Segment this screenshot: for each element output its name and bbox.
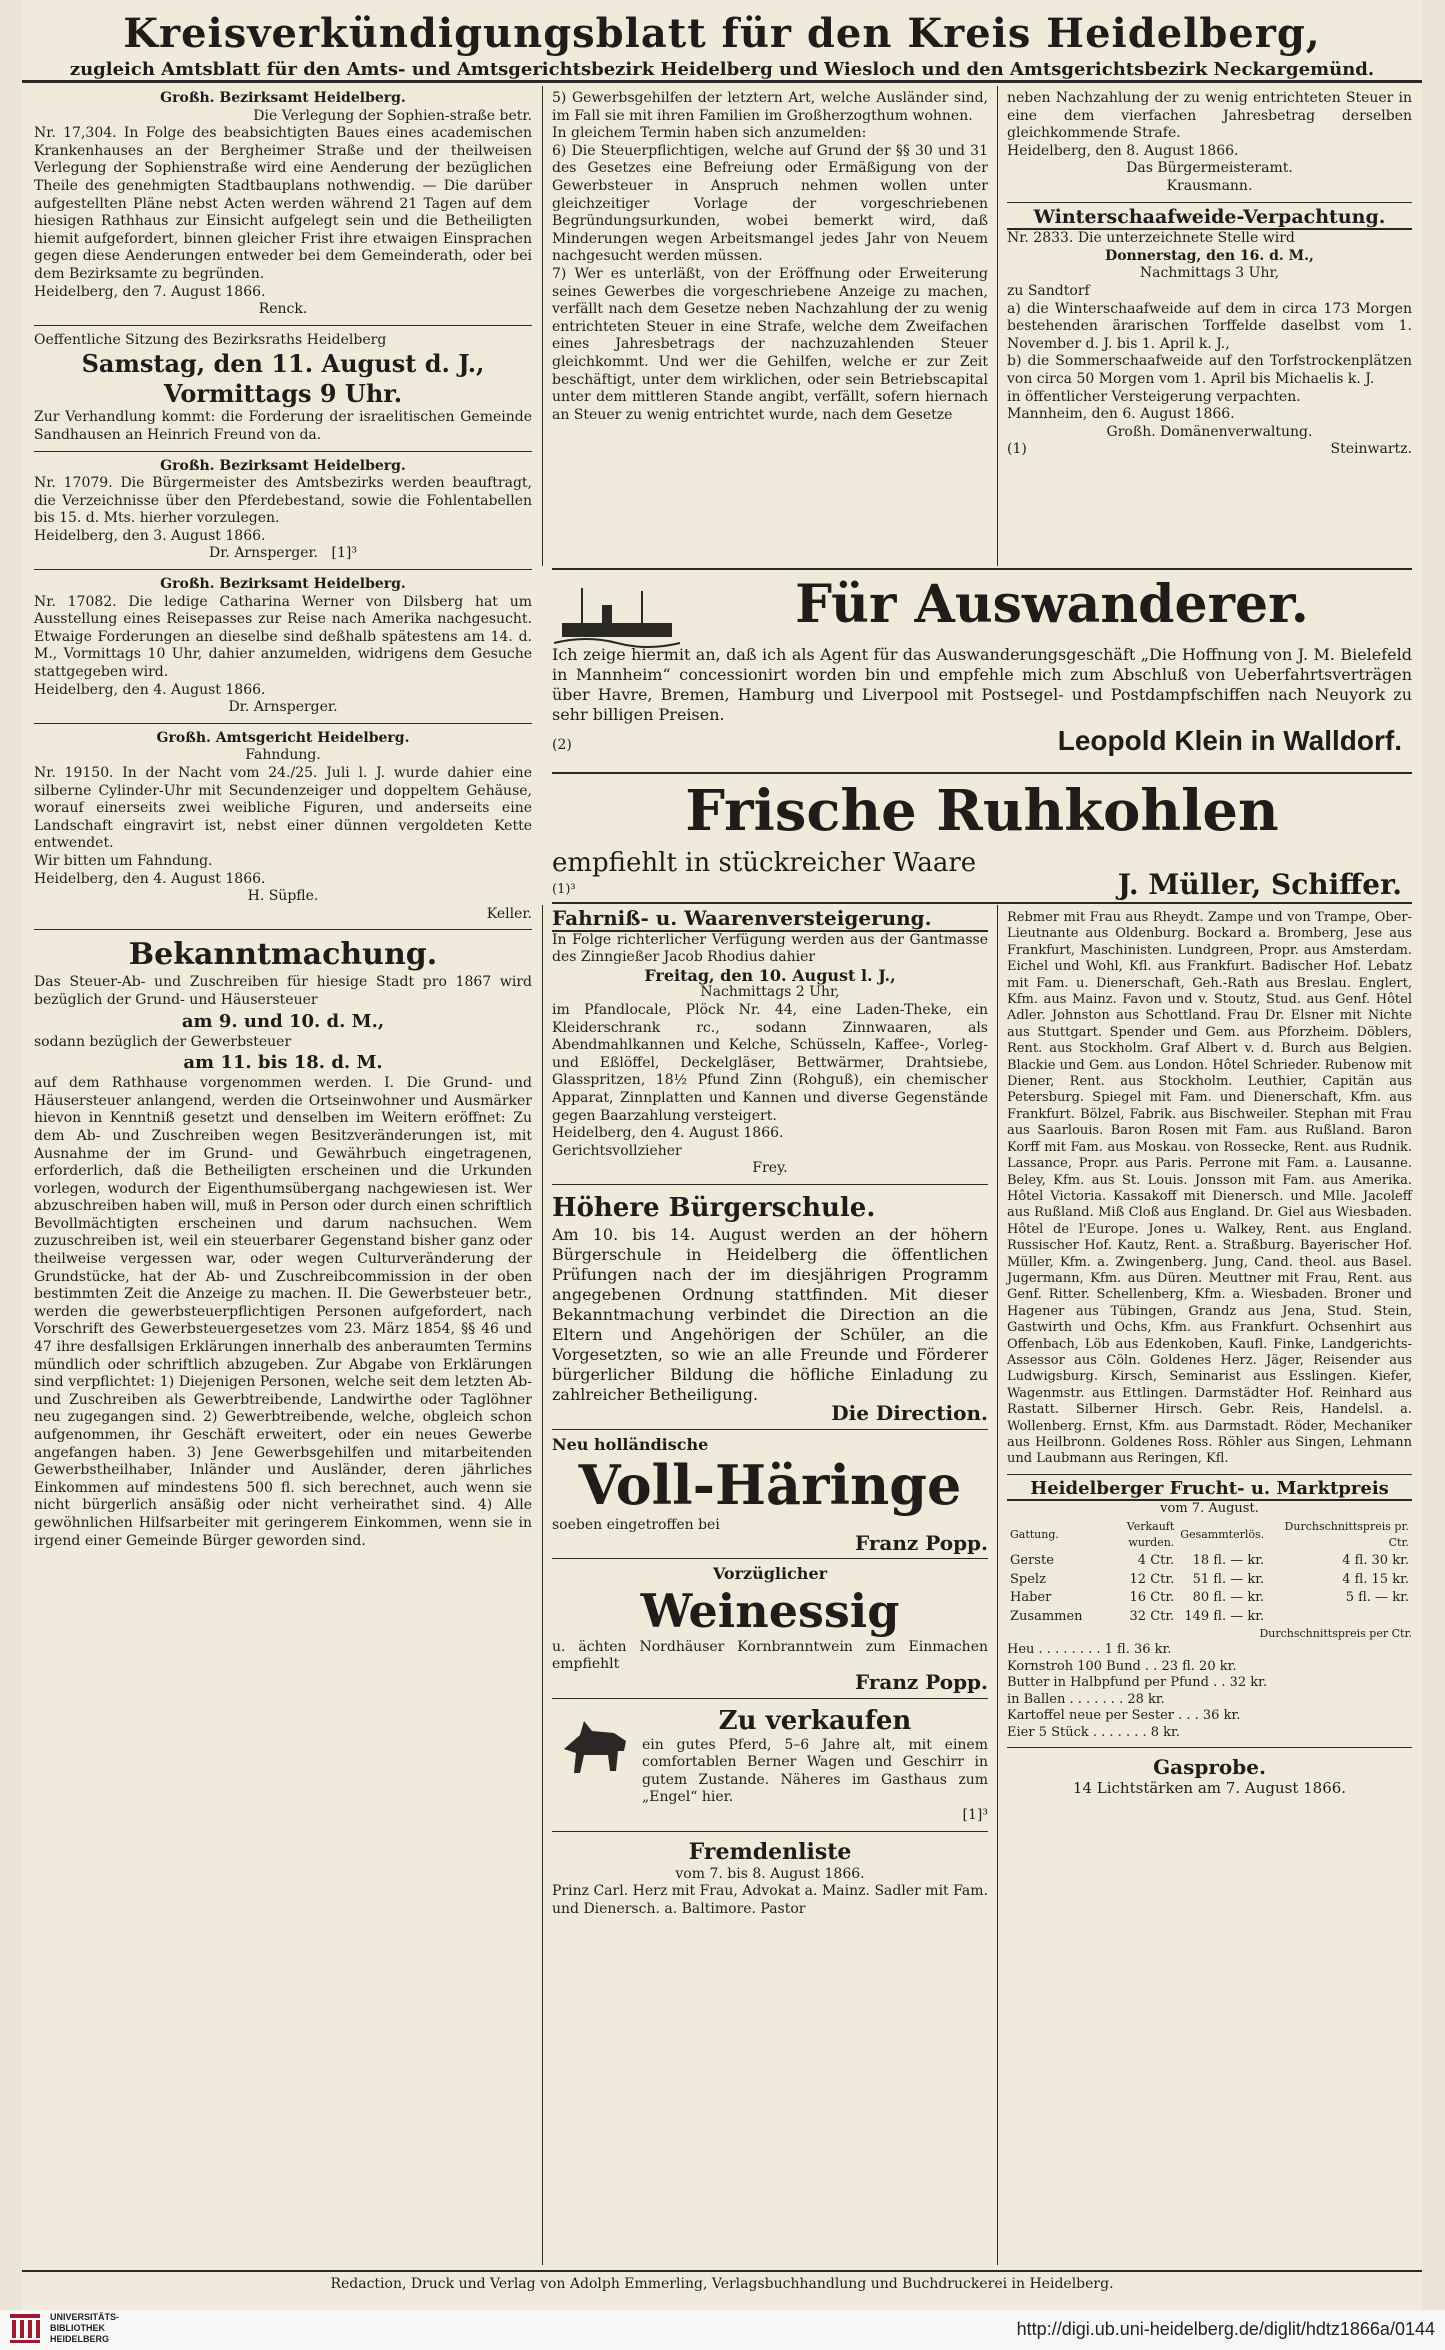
tax-item-7: 7) Wer es unterläßt, von der Eröffnung oder Erweiterung seines Gewerbes die vorgeschriebene Anzeige zu machen, verfällt nach dem Gesetze neben Nachzahlung der zu wenig entrichteten Steuer in eine Strafe, welche dem Zweifachen eines Jahresbetrags der nachzuzahlenden Steuer gleichkommt. Und wer die Gehilfen, welche er zur Zeit beschäftigt, unter dem wirklichen, oder sein Betriebscapital unter dem mittleren Stande angibt, verfällt, sofern hiernach an Steuer zu wenig entrichtet wurde, nach dem Gesetze (552, 265, 988, 423)
tax-item-6: 6) Die Steuerpflichtigen, welche auf Grund der §§ 30 und 31 des Gesetzes eine Befreiung oder Ermäßigung von der Gewerbsteuer in Anspruch nehmen wollen unter gleichzeitiger Vorlage der vorgeschriebenen Begründungsurkunden, wobei bemerkt wird, daß Minderungen wegen Arbeitsmangel jedes Jahr von Neuem nachgesucht werden müssen. (552, 142, 988, 265)
vinegar-signature: Franz Popp. (855, 1670, 988, 1695)
notice-heading: Großh. Bezirksamt Heidelberg. (160, 90, 406, 106)
notice-heading: Großh. Amtsgericht Heidelberg. (156, 729, 410, 746)
market-col-header: Verkauft wurden. (1126, 1519, 1175, 1550)
column-3-top (1007, 90, 1412, 459)
lease-place: zu Sandtorf (1007, 282, 1090, 299)
tax-continuation: neben Nachzahlung der zu wenig entrichteten Steuer in eine dem vierfachen Jahresbetrag derselben gleichkommende Strafe. (1007, 90, 1412, 142)
lease-office: Großh. Domänenverwaltung. (1106, 423, 1313, 440)
imprint: Redaction, Druck und Verlag von Adolph Emmerling, Verlagsbuchhandlung und Buchdruckerei in Heidelberg. (330, 2276, 1114, 2292)
table-row: Zusammen 32 Ctr. 149 fl. — kr. (1010, 1608, 1265, 1624)
announcement-date-2: am 11. bis 18. d. M. (183, 1052, 383, 1074)
lease-signature: Steinwartz. (1330, 441, 1412, 458)
notice-date: Heidelberg, den 8. August 1866. (1007, 142, 1239, 159)
herring-body: soeben eingetroffen bei (552, 1517, 720, 1534)
notice-subject: Fahndung. (245, 747, 321, 764)
notice-request: Wir bitten um Fahndung. (34, 852, 213, 869)
ad-rule (552, 772, 1412, 774)
notice-body: Nr. 17079. Die Bürgermeister des Amtsbezirks werden beauftragt, die Verzeichnisse über den Pferdebestand, sowie die Fohlentabellen bis 15. d. Mts. hierher vorzulegen. (34, 475, 532, 527)
lease-mark: (1) (1007, 441, 1027, 458)
market-hay: Heu . . . . . . . . 1 fl. 36 kr. (1007, 1642, 1172, 1658)
coal-signature: J. Müller, Schiffer. (1117, 868, 1402, 901)
market-table (1007, 1518, 1412, 1626)
column-divider (542, 905, 543, 2265)
market-potato: Kartoffel neue per Sester . . . 36 kr. (1007, 1708, 1241, 1724)
notice-date: Heidelberg, den 3. August 1866. (34, 527, 266, 544)
notice-mark: [1]³ (331, 545, 357, 562)
sale-mark: [1]³ (962, 1807, 988, 1824)
lease-date-2: Mannheim, den 6. August 1866. (1007, 406, 1235, 423)
notice-date: Heidelberg, den 4. August 1866. (34, 681, 266, 698)
announcement-intro: Das Steuer-Ab- und Zuschreiben für hiesige Stadt pro 1867 wird bezüglich der Grund- und Häusersteuer (34, 974, 532, 1008)
tax-item-5: 5) Gewerbsgehilfen der letztern Art, welche Ausländer sind, im Fall sie mit ihren Familien im Großherzogthum wohnen. (552, 90, 988, 124)
column-2-bottom (552, 906, 988, 1918)
guests-subheading: vom 7. bis 8. August 1866. (675, 1865, 865, 1882)
tax-lead: In gleichem Termin haben sich anzumelden: (552, 125, 867, 142)
library-footer (0, 2310, 1445, 2350)
session-lead: Oeffentliche Sitzung des Bezirksraths Heidelberg (34, 331, 387, 348)
market-butter: Butter in Halbpfund per Pfund . . 32 kr. (1007, 1675, 1268, 1691)
masthead-rule (22, 80, 1422, 83)
sale-title: Zu verkaufen (718, 1705, 912, 1736)
guests-body: Prinz Carl. Herz mit Frau, Advokat a. Mainz. Sadler mit Fam. und Dienersch. a. Baltimore. Pastor (552, 1883, 988, 1917)
university-library-logo-icon (8, 2310, 46, 2346)
notice-clerk: Keller. (486, 905, 532, 922)
market-col-header: Gattung. (1010, 1527, 1059, 1541)
school-signature: Die Direction. (831, 1400, 988, 1425)
notice-date: Heidelberg, den 4. August 1866. (34, 870, 266, 887)
newspaper-page (22, 0, 1422, 2310)
announcement-body: auf dem Rathhause vorgenommen werden. I. Die Grund- und Häusersteuer anlangend, werden die Ortseinwohner und Ausmärker hievon in Kenntniß gesetzt und denselben im Weitern eröffnet: Zu dem Ab- und Zuschreiben wegen Besitzveränderungen ist, mit Ausnahme der im Grund- und Gewährbuch eingetragenen, erforderlich, daß die Betheiligten erscheinen und die Urkunden vorlegen, wodurch der Eigenthumsübergang nachgewiesen ist. Wer abzuschreiben haben will, muß in Person oder durch einen schriftlich Bevollmächtigten erscheinen und darum nachsuchen. Wem zuzuschreiben ist, weil ein steuerbarer Gegenstand bisher ganz oder theilweise vergessen war, oder wegen Culturveränderung der Grundstücke, hat der Ab- und Zuschreibcommission in der oben bestimmten Zeit die Anzeige zu machen. II. Die Gewerbsteuer betr., werden die gewerbsteuerpflichtigen Personen aufgefordert, nach Vorschrift des Gewerbsteuergesetzes vom 23. März 1854, §§ 46 und 47 ihre desfallsigen Erklärungen innerhalb des anberaumten Termins mündlich oder schriftlich abzugeben. Zur Abgabe von Erklärungen sind verpflichtet: 1) Diejenigen Personen, welche seit dem letzten Ab- und Zuschreiben als Gewerbtreibende, Landwirthe oder Taglöhner neu zugegangen sind. 2) Gewerbtreibende, welche, obgleich schon aufgenommen, ihr Geschäft erweitert, oder ein neues Gewerbe angefangen haben. 3) Jene Gewerbsgehilfen und mitarbeitenden Gewerbstheilhaber, Inländer und Ausländer, deren jährliches Einkommen auf mindestens 500 fl. sich berechnet, auch wenn sie nicht bürgerlich ansäßig oder nicht verheirathet sind. 4) Alle gewöhnlichen Hilfsarbeiter mit geringerem Einkommen, wenn sie in irgend einer Gemeinde Bürger geworden sind. (34, 1075, 532, 1549)
market-subheading: vom 7. August. (1160, 1501, 1259, 1517)
herring-signature: Franz Popp. (855, 1530, 988, 1555)
auction-office: Gerichtsvollzieher (552, 1142, 682, 1159)
notice-body: Nr. 19150. In der Nacht vom 24./25. Juli l. J. wurde dahier eine silberne Cylinder-Uhr mit Secundenzeiger und doppeltem Gehäuse, worauf einerseits zwei weibliche Figuren, und anderseits eine Landschaft eingravirt ist, nebst einer dünnen vergoldeten Kette entwendet. (34, 765, 532, 852)
lease-item-b: b) die Sommerschaafweide auf den Torfstrockenplätzen von circa 50 Morgen vom 1. April bis Michaelis k. J. (1007, 353, 1412, 387)
guests-heading: Fremdenliste (688, 1838, 852, 1865)
vinegar-body: u. ächten Nordhäuser Kornbranntwein zum Einmachen empfiehlt (552, 1638, 988, 1673)
auction-body: In Folge richterlicher Verfügung werden aus der Gantmasse des Zinngießer Jacob Rhodius dahier (552, 931, 988, 966)
column-divider (997, 86, 998, 566)
notice-subject: Die Verlegung der Sophien-straße betr. (253, 107, 532, 124)
auction-signature: Frey. (752, 1160, 788, 1177)
market-avg-header: Durchschnittspreis per Ctr. (1259, 1627, 1412, 1641)
market-heading: Heidelberger Frucht- u. Marktpreis (1007, 1481, 1412, 1501)
market-butter-ball: in Ballen . . . . . . . 28 kr. (1007, 1691, 1165, 1707)
coal-ad (552, 778, 1412, 900)
guests-continuation: Rebmer mit Frau aus Rheydt. Zampe und von Trampe, Ober-Lieutnante aus Oldenburg. Bockard a. Bromberg, Jese aus Frankfurt, Maschinisten. Lundgreen, Propr. aus Amsterdam. Eichel und Wohl, Kfl. aus Frankfurt. Badischer Hof. Lebatz mit Fam. u. Dienerschaft, Geh.-Rath aus Breslau. Englert, Kfm. aus Mainz. Favon und v. Stoutz, Stud. aus Genf. Hôtel Adler. Johnston aus Schottland. Frau Dr. Elsner mit Nichte aus Stuttgart. Spender und Gem. aus Pforzheim. Döblers, Rent. aus Stockholm. Graf Albert v. d. Burch aus Belgien. Blackie und Gem. aus London. Hôtel Schrieder. Rubenow mit Diener, Rent. aus Stockholm. Leuthier, Capitän aus Petersburg. Spiegel mit Fam. und Dienerschaft, Kfm. aus Frankfurt. Bölzel, Fabrik. aus Bischweiler. Stephan mit Frau aus Saarlouis. Baron Rosen mit Fam. aus Rußland. Baron Korff mit Fam. aus Moskau. von Rossecke, Rent. aus Rudnik. Lassance, Propr. aus Paris. Perrone mit Fam. a. Lausanne. Beley, Kfm. aus St. Louis. Jonsson mit Fam. aus Amerika. Hôtel Victoria. Kassakoff mit Dienersch. und Mlle. Jacoleff aus Rußland. Miß Cloß aus England. Dr. Giel aus Wiesbaden. Hôtel de l'Europe. Jones u. Walkey, Rent. aus England. Russischer Hof. Kautz, Rent. a. Straßburg. Bayerischer Hof. Müller, Kfm. a. Zwingenberg. Jung, Cand. theol. aus Basel. Jugermann, Kfm. aus Düren. Meuttner mit Frau, Rent. aus Genf. Ritter. Schellenberg, Kfm. a. Wiesbaden. Broner und Hagener aus Tübingen, Grandz aus Jena, Stud. Stein, Gastwirth und Ochs, Kfm. aus Frankfurt. Ochsenhirt aus Offenbach, Löb aus Edenkoben, Kaufl. Finke, Landgerichts-Assessor aus Cöln. Goldenes Herz. Jäger, Reisender aus Ludwigsburg. Kirsch, Seminarist aus Esslingen. Kiefer, Wagenmstr. aus Ettlingen. Darmstädter Hof. Reinhard aus Rastatt. Silberner Hirsch. Gebr. Reis, Handelsl. a. Wollenberg. Ernst, Kfm. aus Darmstadt. Röder, Mechaniker aus Heilbronn. Goldenes Ross. Röhler aus Singen, Lehmann und Laubmann aus Reringen, Kfl. (1007, 910, 1412, 1467)
lease-heading: Winterschaafweide-Verpachtung. (1007, 209, 1412, 231)
market-straw: Kornstroh 100 Bund . . 23 fl. 20 kr. (1007, 1658, 1237, 1674)
table-row: Spelz 12 Ctr. 51 fl. — kr. 4 fl. 15 kr. (1010, 1571, 1409, 1587)
emigrant-ad (552, 575, 1412, 770)
masthead-title: Kreisverkündigungsblatt für den Kreis Heidelberg, (123, 10, 1321, 57)
column-2-top (552, 90, 988, 424)
table-row: Gerste 4 Ctr. 18 fl. — kr. 4 fl. 30 kr. (1010, 1553, 1409, 1569)
gas-heading: Gasprobe. (1153, 1754, 1266, 1779)
auction-heading: Fahrniß- u. Waarenversteigerung. (552, 910, 988, 932)
lease-body: Nr. 2833. Die unterzeichnete Stelle wird (1007, 230, 1295, 247)
source-url[interactable]: http://digi.ub.uni-heidelberg.de/diglit/hdtz1866a/0144 (1016, 2319, 1435, 2339)
market-eggs: Eier 5 Stück . . . . . . . 8 kr. (1007, 1724, 1180, 1740)
emigrant-mark: (2) (552, 737, 572, 753)
imprint-rule (22, 2270, 1422, 2272)
ad-rule (552, 568, 1412, 570)
column-divider (542, 86, 543, 566)
notice-heading: Großh. Bezirksamt Heidelberg. (160, 457, 406, 474)
school-body: Am 10. bis 14. August werden an der höhern Bürgerschule in Heidelberg die öffentlichen Prüfungen nach der im diesjährigen Programm angegebenen Ordnung stattfinden. Mit dieser Bekanntmachung verbindet die Direction an die Eltern und Angehörigen der Schüler, an die Vorgesetzten, so wie an alle Freunde und Förderer bürgerlicher Bildung die höfliche Einladung zu zahlreicher Betheiligung. (552, 1224, 988, 1404)
coal-body: empfiehlt in stückreicher Waare (552, 848, 977, 878)
auction-time: Nachmittags 2 Uhr, (700, 984, 840, 1001)
library-name: UNIVERSITÄTS- BIBLIOTHEK HEIDELBERG (50, 2312, 120, 2344)
session-date: Samstag, den 11. August d. J., (81, 349, 485, 379)
session-time: Vormittags 9 Uhr. (163, 379, 403, 409)
notice-heading: Großh. Bezirksamt Heidelberg. (160, 576, 406, 593)
auction-date: Freitag, den 10. August l. J., (644, 965, 896, 985)
notice-date: Heidelberg, den 7. August 1866. (34, 283, 266, 300)
emigrant-signature: Leopold Klein in Walldorf. (1057, 725, 1402, 756)
notice-office: Das Bürgermeisteramt. (1126, 160, 1293, 177)
vinegar-pre: Vorzüglicher (712, 1564, 828, 1584)
notice-signature: Renck. (258, 301, 308, 318)
notice-signature: Dr. Arnsperger. (209, 545, 319, 562)
herring-title: Voll-Häringe (578, 1453, 962, 1518)
sale-body: ein gutes Pferd, 5–6 Jahre alt, mit einem comfortablen Berner Wagen und Geschirr in gutem Zustande. Näheres im Gasthaus zum „Engel“ hier. (642, 1736, 988, 1806)
lease-end: in öffentlicher Versteigerung verpachten. (1007, 388, 1301, 405)
column-1 (34, 90, 532, 1550)
steamship-icon (552, 583, 682, 653)
auction-place-date: Heidelberg, den 4. August 1866. (552, 1125, 784, 1142)
coal-mark: (1)³ (552, 882, 576, 897)
notice-signature: Dr. Arnsperger. (228, 699, 338, 716)
announcement-date-1: am 9. und 10. d. M., (181, 1010, 385, 1032)
emigrant-body: Ich zeige hiermit an, daß ich als Agent für das Auswanderungsgeschäft „Die Hoffnung von J. M. Bielefeld in Mannheim“ concessionirt worden bin und empfehle mich zum Abschluß von Ueberfahrtsverträgen über Havre, Bremen, Hamburg und Liverpool mit Postsegel- und Postdampfschiffen nach Neuyork zu sehr billigen Preisen. (552, 645, 1412, 724)
ad-rule (552, 902, 1412, 904)
notice-signature: H. Süpfle. (247, 888, 319, 905)
coal-title: Frische Ruhkohlen (685, 778, 1279, 844)
lease-date: Donnerstag, den 16. d. M., (1105, 247, 1314, 264)
session-body: Zur Verhandlung kommt: die Forderung der israelitischen Gemeinde Sandhausen an Heinrich Freund von da. (34, 409, 532, 443)
lease-time: Nachmittags 3 Uhr, (1139, 265, 1280, 282)
column-divider (997, 905, 998, 2265)
emigrant-title: Für Auswanderer. (795, 574, 1309, 635)
lease-item-a: a) die Winterschaafweide auf dem in circa 173 Morgen bestehenden ärarischen Torffelde daselbst vom 1. November d. J. bis 1. April k. J., (1007, 300, 1412, 352)
gas-body: 14 Lichtstärken am 7. August 1866. (1072, 1778, 1347, 1797)
masthead-subtitle: zugleich Amtsblatt für den Amts- und Amtsgerichtsbezirk Heidelberg und Wiesloch und den Amtsgerichtsbezirk Neckargemünd. (69, 59, 1375, 80)
herring-pre: Neu holländische (552, 1434, 709, 1454)
notice-body: Nr. 17082. Die ledige Catharina Werner von Dilsberg hat um Ausstellung eines Reisepasses zur Reise nach Amerika nachgesucht. Etwaige Forderungen an dieselbe sind deßhalb spätestens am 14. d. M., Vormittags 10 Uhr, dahier anzumelden, widrigens dem Gesuche stattgegeben wird. (34, 593, 532, 681)
announcement-heading: Bekanntmachung. (128, 937, 438, 973)
announcement-mid: sodann bezüglich der Gewerbsteuer (34, 1033, 292, 1050)
table-row: Haber 16 Ctr. 80 fl. — kr. 5 fl. — kr. (1010, 1590, 1409, 1606)
notice-body: Nr. 17,304. In Folge des beabsichtigten Baues eines academischen Krankenhauses an der Bergheimer Straße und der theilweisen Verlegung der Sophienstraße wird eine Aenderung der bezüglichen Theile des genehmigten Stadtbauplans nothwendig. — Die darüber aufgestellten Pläne nebst Acten werden während 21 Tagen auf dem hiesigen Rathhaus zur Einsicht aufgelegt sein und die Betheiligten hiemit aufgefordert, binnen gleicher Frist ihre etwaigen Einsprachen gegen diese Aenderungen entweder bei dem Gemeinderath, oder bei dem Bezirksamte zu begründen. (34, 125, 532, 282)
horse-icon (552, 1711, 638, 1791)
masthead (22, 10, 1422, 80)
vinegar-title: Weinessig (640, 1583, 900, 1638)
notice-signature: Krausmann. (1166, 177, 1253, 194)
column-3-bottom (1007, 910, 1412, 1796)
school-heading: Höhere Bürgerschule. (552, 1192, 876, 1223)
market-col-header: Gesammterlös. (1180, 1527, 1265, 1541)
market-col-header: Durchschnittspreis pr. Ctr. (1284, 1519, 1409, 1550)
auction-items: im Pfandlocale, Plöck Nr. 44, eine Laden-Theke, ein Kleiderschrank rc., sodann Zinnwaaren, als Abendmahlkannen und Kelche, Schüsseln, Kaffee-, Vorleg- und Eßlöffel, Deckelgläser, Bettwärmer, Drahtsiebe, Glasspritzen, 18½ Pfund Zinn (Rohguß), ein chemischer Apparat, Zinnplatten und Kannen und diverse Gegenstände gegen Baarzahlung versteigert. (552, 1001, 988, 1124)
